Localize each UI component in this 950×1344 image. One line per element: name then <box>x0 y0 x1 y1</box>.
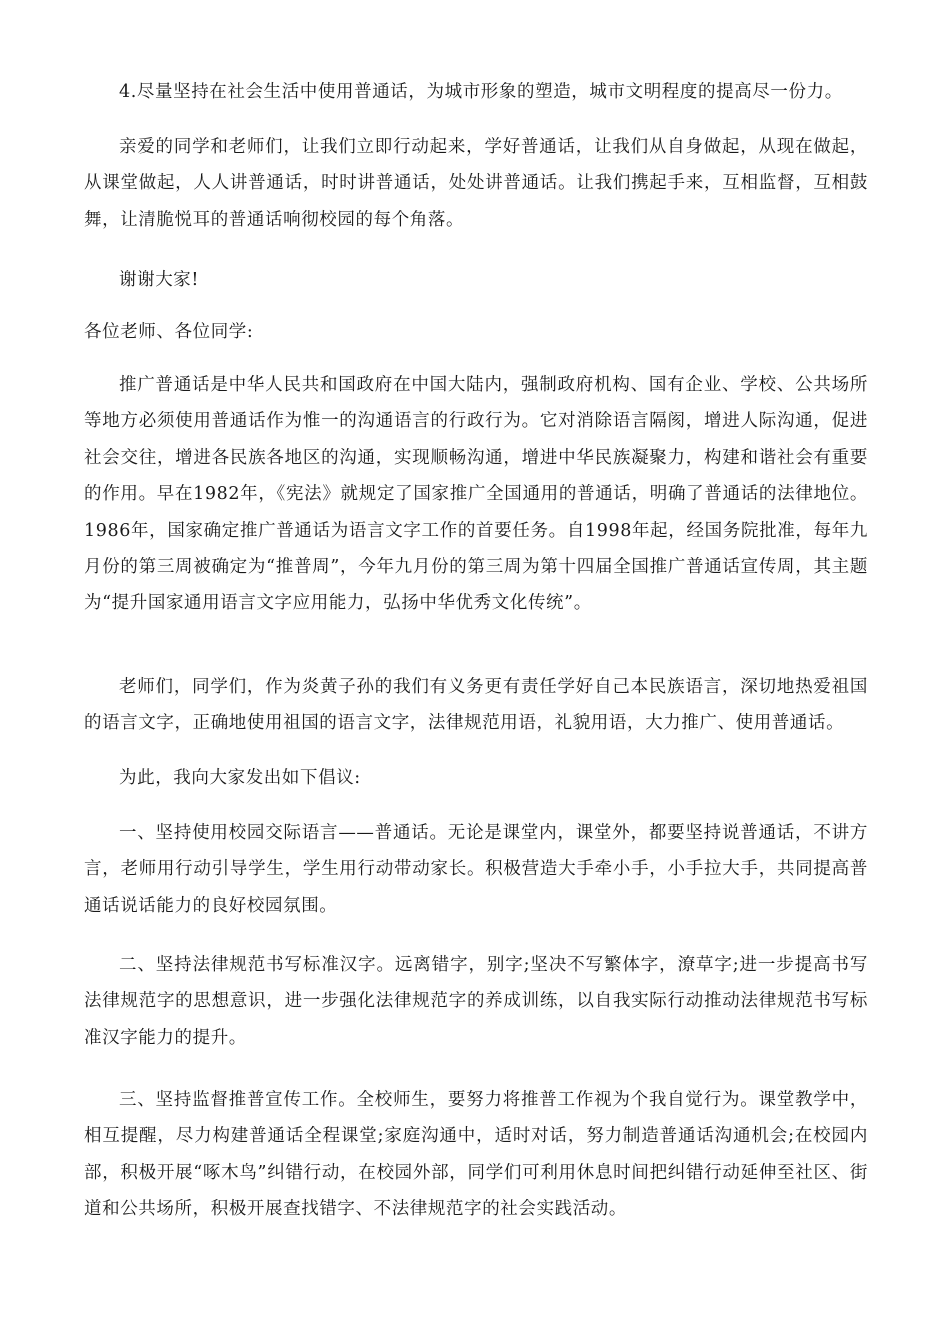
paragraph-responsibility: 老师们，同学们，作为炎黄子孙的我们有义务更有责任学好自己本民族语言，深切地热爱祖国的语言文字，正确地使用祖国的语言文字，法律规范用语，礼貌用语，大力推广、使用普通话。 <box>84 677 868 734</box>
paragraph-salutation: 各位老师、各位同学: <box>84 322 254 342</box>
paragraph-thanks: 谢谢大家! <box>119 270 200 290</box>
paragraph-proposal-intro: 为此，我向大家发出如下倡议: <box>119 768 361 788</box>
paragraph-proposal-1: 一、坚持使用校园交际语言——普通话。无论是课堂内，课堂外，都要坚持说普通话，不讲方言，老师用行动引导学生，学生用行动带动家长。积极营造大手牵小手，小手拉大手，共同提高普通话说话能力的良好校园氛围。 <box>84 823 868 916</box>
paragraph-proposal-2: 二、坚持法律规范书写标准汉字。远离错字，别字;坚决不写繁体字，潦草字;进一步提高书写法律规范字的思想意识，进一步强化法律规范字的养成训练，以自我实际行动推动法律规范书写标准汉字能力的提升。 <box>84 955 868 1048</box>
paragraph-item-4: 4.尽量坚持在社会生活中使用普通话，为城市形象的塑造，城市文明程度的提高尽一份力。 <box>119 82 843 102</box>
paragraph-proposal-3: 三、坚持监督推普宣传工作。全校师生，要努力将推普工作视为个我自觉行为。课堂教学中，相互提醒，尽力构建普通话全程课堂;家庭沟通中，适时对话，努力制造普通话沟通机会;在校园内部，积极开展“啄木鸟”纠错行动，在校园外部，同学们可利用休息时间把纠错行动延伸至社区、街道和公共场所，积极开展查找错字、不法律规范字的社会实践活动。 <box>84 1090 868 1220</box>
paragraph-call-to-action: 亲爱的同学和老师们，让我们立即行动起来，学好普通话，让我们从自身做起，从现在做起，从课堂做起，人人讲普通话，时时讲普通话，处处讲普通话。让我们携起手来，互相监督，互相鼓舞，让清脆悦耳的普通话响彻校园的每个角落。 <box>84 137 868 230</box>
paragraph-background: 推广普通话是中华人民共和国政府在中国大陆内，强制政府机构、国有企业、学校、公共场所等地方必须使用普通话作为惟一的沟通语言的行政行为。它对消除语言隔阂，增进人际沟通，促进社会交往，增进各民族各地区的沟通，实现顺畅沟通，增进中华民族凝聚力，构建和谐社会有重要的作用。早在1982年，《宪法》就规定了国家推广全国通用的普通话，明确了普通话的法律地位。1986年，国家确定推广普通话为语言文字工作的首要任务。自1998年起，经国务院批准，每年九月份的第三周被确定为“推普周”，今年九月份的第三周为第十四届全国推广普通话宣传周，其主题为“提升国家通用语言文字应用能力，弘扬中华优秀文化传统”。 <box>84 375 868 614</box>
